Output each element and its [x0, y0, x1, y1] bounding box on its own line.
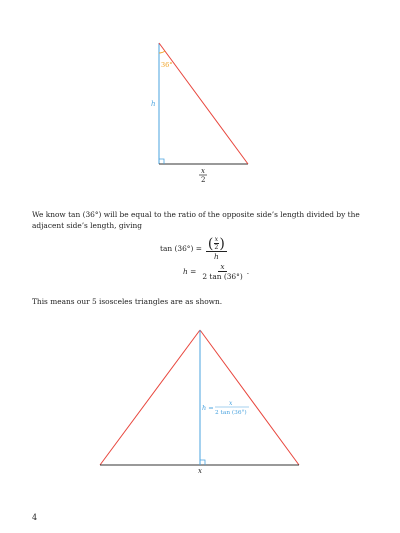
tangent-fraction: ( $\frac{x}{2}$ ) h: [207, 235, 225, 261]
base-denominator: 2: [201, 176, 206, 184]
iso-right-side: [200, 330, 299, 465]
height-numerator: x: [220, 262, 225, 271]
iso-height-numerator: x: [229, 400, 233, 407]
height-label: h: [151, 100, 156, 108]
height-lhs: h =: [183, 267, 197, 276]
tangent-denominator: h: [213, 252, 219, 261]
explanation-paragraph: We know tan (36°) will be equal to the ratio of the opposite side’s length divided by the adjacent side’s length, giving: [32, 210, 360, 230]
tangent-lhs: tan (36°) =: [160, 244, 202, 253]
iso-left-side: [100, 330, 200, 465]
iso-height-prefix: h =: [202, 404, 214, 412]
iso-right-angle-mark: [200, 460, 205, 465]
height-fraction: [200, 262, 244, 281]
height-denominator: 2 tan (36°): [202, 272, 243, 281]
base-numerator: x: [201, 167, 205, 175]
iso-base-label: x: [198, 467, 202, 475]
tangent-equation: [160, 236, 229, 261]
iso-height-denominator: 2 tan (36°): [215, 410, 247, 416]
inner-fraction: $\frac{x}{2}$: [214, 236, 219, 251]
angle-arc: [159, 51, 165, 53]
height-equation: [183, 262, 249, 281]
triangles-paragraph: This means our 5 isosceles triangles are as shown.: [32, 297, 223, 306]
right-angle-mark: [159, 159, 164, 164]
page-number: 4: [32, 513, 38, 522]
angle-label: 36°: [161, 61, 173, 69]
equation-period: .: [246, 267, 250, 276]
